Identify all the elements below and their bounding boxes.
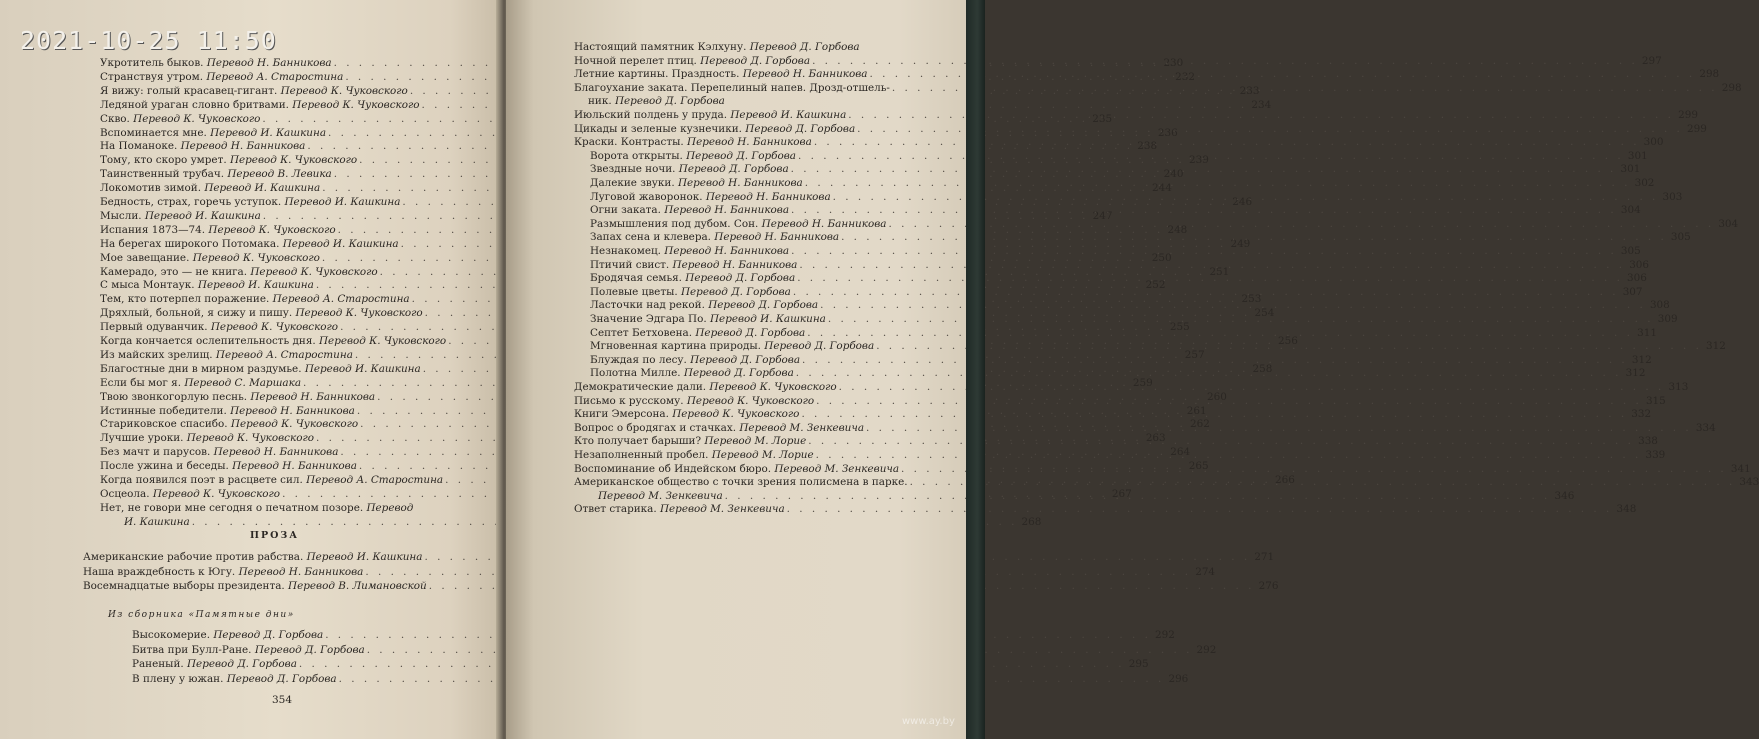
toc-entry-title: Незнакомец. [590, 245, 661, 257]
dot-leader [828, 312, 1654, 326]
toc-entry-translator: И. Кашкина [124, 515, 190, 528]
toc-entry-translator: Перевод Н. Банникова [687, 136, 812, 149]
toc-entry-page: 253 [1241, 293, 1262, 306]
toc-entry-translator: Перевод М. Зенкевича [739, 421, 865, 434]
toc-entry-page: 258 [1252, 362, 1273, 375]
photo-timestamp: 2021-10-25 11:50 [20, 26, 277, 55]
toc-entry-page: 295 [1128, 658, 1149, 670]
toc-entry-title: В плену у южан. [132, 672, 224, 685]
toc-entry-translator: Перевод К. Чуковского [709, 381, 837, 393]
toc-entry-page: 246 [1232, 196, 1253, 208]
toc-entry-translator: Перевод Д. Горбова [764, 340, 875, 353]
toc-entry-title: Краски. Контрасты. [574, 136, 684, 149]
toc-entry-translator: Перевод К. Чуковского [292, 98, 420, 111]
toc-entry-title: Высокомерие. [132, 629, 210, 641]
toc-entry-title: Птичий свист. [590, 258, 670, 271]
toc-entry-translator: Перевод К. Чуковского [686, 394, 815, 407]
toc-entry-title: Восемнадцатые выборы президента. [83, 580, 285, 592]
toc-entry-page: 260 [1206, 390, 1227, 403]
toc-entry-page: 315 [1645, 394, 1666, 407]
toc-entry [124, 515, 1042, 529]
toc-entry-translator: Перевод К. Чуковского [152, 487, 281, 500]
toc-entry-page: 292 [1155, 629, 1175, 641]
toc-entry-page: 268 [1021, 515, 1042, 528]
toc-entry-title: Тому, кто скоро умрет. [100, 154, 227, 167]
dot-leader [820, 298, 1646, 312]
dot-leader [833, 190, 1659, 204]
toc-entry-translator: Перевод Д. Горбова [749, 41, 860, 53]
toc-entry-title: Благоухание заката. Перепелиный напев. Дрозд-отшель- [574, 81, 890, 94]
toc-entry-title: Полевые цветы. [590, 285, 678, 298]
toc-entry-translator: Перевод В. Левика [227, 168, 332, 181]
toc-entry-page: 267 [1111, 487, 1132, 500]
toc-entry-translator: Перевод Д. Горбова [614, 95, 725, 108]
toc-entry-translator: Перевод К. Чуковского [210, 321, 339, 334]
toc-entry-page: 302 [1634, 177, 1655, 189]
toc-entry-translator: Перевод Д. Горбова [685, 272, 796, 285]
toc-entry-translator: Перевод И. Кашкина [730, 109, 847, 121]
toc-entry-title: Нет, не говори мне сегодня о печатном позоре. [100, 501, 364, 514]
toc-entry-page: 292 [1196, 643, 1217, 656]
dot-leader [802, 353, 1628, 367]
toc-entry-page: 341 [1730, 462, 1751, 475]
toc-entry-page: 257 [1184, 348, 1205, 361]
toc-entry-translator: Перевод Д. Горбова [695, 326, 806, 339]
toc-entry-translator: Перевод М. Лорие [704, 435, 807, 448]
toc-entry [83, 550, 1275, 564]
dot-leader [841, 230, 1667, 244]
toc-entry-page: 346 [1554, 489, 1575, 502]
toc-entry-title: Когда кончается ослепительность дня. [100, 335, 316, 347]
toc-entry-title: Запах сена и клевера. [590, 231, 711, 244]
dot-leader [793, 285, 1619, 299]
dot-leader [791, 162, 1617, 176]
toc-entry-title: Цикады и зеленые кузнечики. [574, 122, 742, 135]
dot-leader [888, 217, 1714, 231]
book-cover-edge [966, 0, 985, 739]
toc-entry-title: Истинные победители. [100, 404, 227, 417]
toc-entry-title: Воспоминание об Индейском бюро. [574, 462, 772, 475]
toc-entry-translator: Перевод А. Старостина [272, 293, 410, 306]
toc-entry-title: Летние картины. Праздность. [574, 68, 740, 81]
toc-entry-translator: Перевод Д. Горбова [678, 163, 789, 176]
toc-entry-title: Странствуя утром. [100, 70, 204, 83]
toc-entry-translator: Перевод Д. Горбова [700, 54, 811, 67]
dot-leader [839, 380, 1665, 394]
toc-entry-title: Из майских зрелищ. [100, 348, 213, 361]
toc-entry [574, 40, 944, 54]
toc-entry-page: 338 [1638, 435, 1658, 448]
toc-entry-page: 240 [1163, 168, 1184, 181]
toc-entry-title: Луговой жаворонок. [590, 190, 703, 203]
toc-entry-title: Септет Бетховена. [590, 326, 693, 339]
toc-entry-translator: Перевод Д. Горбова [187, 658, 297, 670]
toc-entry-translator: Перевод Н. Банникова [664, 245, 790, 257]
toc-entry-translator: Перевод М. Лорие [711, 449, 814, 461]
toc-entry-translator: Перевод [366, 501, 414, 514]
toc-entry-translator: Перевод Д. Горбова [686, 149, 796, 162]
toc-entry [132, 657, 1149, 671]
toc-entry-translator: Перевод Н. Банникова [180, 140, 306, 153]
toc-entry-translator: Перевод И. Кашкина [197, 279, 314, 292]
toc-entry-page: 247 [1092, 209, 1113, 222]
toc-entry-translator: Перевод Н. Банникова [250, 390, 376, 403]
toc-entry-translator: Перевод К. Чуковского [295, 307, 423, 320]
toc-entry-title: Тем, кто потерпел поражение. [100, 293, 270, 306]
toc-entry-title: На Поманоке. [100, 140, 178, 153]
toc-entry-translator: Перевод Н. Банникова [761, 217, 887, 230]
toc-entry-page: 250 [1151, 251, 1172, 264]
toc-entry [132, 628, 1175, 642]
dot-leader [787, 502, 1613, 516]
toc-entry-title: Демократические дали. [574, 381, 707, 393]
toc-entry-page: 312 [1706, 340, 1726, 353]
toc-entry-title: С мыса Монтаук. [100, 279, 195, 292]
toc-entry-title: Мысли. [100, 209, 142, 222]
toc-entry-title: Стариковское спасибо. [100, 418, 228, 431]
toc-entry-title: Локомотив зимой. [100, 182, 201, 195]
toc-entry-page: 296 [1168, 672, 1189, 685]
toc-entry-translator: Перевод К. Чуковского [229, 154, 358, 167]
toc-entry-page: 252 [1145, 279, 1166, 292]
section-heading-memorable-days: Из сборника «Памятные дни» [108, 610, 295, 620]
toc-entry-page: 236 [1157, 126, 1178, 139]
toc-entry [132, 643, 1217, 657]
toc-entry-page: 343 [1739, 476, 1759, 489]
toc-entry-translator: Перевод К. Чуковского [280, 84, 408, 97]
dot-leader [797, 271, 1623, 285]
toc-entry-title: Настоящий памятник Кэлхуну. [574, 41, 747, 53]
toc-entry-translator: Перевод М. Зенкевича [659, 503, 785, 516]
toc-entry-page: 297 [1641, 54, 1662, 67]
dot-leader [910, 475, 1736, 489]
toc-entry-translator: Перевод Д. Горбова [745, 122, 856, 135]
toc-entry-title: Наша враждебность к Югу. [83, 565, 236, 578]
toc-entry-translator: Перевод Н. Банникова [238, 565, 364, 578]
toc-entry-translator: Перевод Н. Банникова [705, 190, 831, 203]
toc-entry-translator: Перевод И. Кашкина [144, 209, 261, 222]
toc-entry-translator: Перевод К. Чуковского [192, 251, 320, 264]
toc-entry-page: 304 [1620, 204, 1641, 217]
toc-entry-translator: Перевод И. Кашкина [709, 313, 826, 325]
toc-entry-page: 234 [1251, 98, 1272, 111]
toc-entry-page: 307 [1622, 285, 1643, 298]
dot-leader [812, 54, 1638, 68]
dot-leader [796, 366, 1622, 380]
toc-entry-translator: Перевод К. Чуковского [208, 223, 336, 236]
toc-entry-page: 299 [1678, 109, 1698, 121]
toc-entry-page: 235 [1092, 112, 1113, 125]
toc-entry-title: Камерадо, это — не книга. [100, 265, 248, 278]
toc-entry-page: 263 [1145, 432, 1166, 445]
toc-entry-title: Укротитель быков. [100, 57, 204, 69]
toc-entry-page: 274 [1195, 565, 1216, 578]
toc-entry-page: 301 [1627, 149, 1648, 162]
toc-entry [574, 502, 1637, 516]
toc-entry-translator: Перевод Д. Горбова [226, 672, 337, 685]
toc-entry-page: 305 [1670, 231, 1691, 244]
dot-leader [805, 176, 1631, 190]
dot-leader [901, 462, 1727, 476]
dot-leader [876, 339, 1702, 353]
toc-entry-title: Огни заката. [590, 204, 661, 217]
dot-leader [816, 394, 1642, 408]
toc-entry-translator: Перевод И. Кашкина [210, 126, 327, 139]
toc-entry-translator: Перевод Н. Банникова [230, 404, 355, 417]
toc-entry-title: Ворота открыты. [590, 149, 683, 162]
toc-entry-page: 249 [1230, 237, 1251, 250]
toc-entry-page: 312 [1631, 353, 1652, 366]
toc-entry-page: 266 [1274, 474, 1295, 486]
toc-entry-title: Ледяной ураган словно бритвами. [100, 98, 289, 111]
toc-entry-translator: Перевод К. Чуковского [230, 418, 359, 431]
toc-entry-translator: Перевод К. Чуковского [318, 335, 447, 347]
toc-entry-title: Книги Эмерсона. [574, 408, 669, 421]
toc-entry-title: Мгновенная картина природы. [590, 340, 761, 353]
toc-entry-title: Таинственный трубач. [100, 168, 225, 181]
toc-entry-title: Звездные ночи. [590, 163, 676, 176]
toc-entry-translator: Перевод Н. Банникова [232, 460, 357, 473]
toc-entry-translator: Перевод Д. Горбова [213, 629, 324, 641]
toc-entry-page: 308 [1649, 299, 1670, 312]
toc-entry-translator: Перевод И. Кашкина [306, 551, 423, 563]
toc-entry-page: 239 [1189, 154, 1209, 167]
toc-entry-title: Далекие звуки. [590, 177, 675, 189]
toc-entry-title: Значение Эдгара По. [590, 313, 707, 325]
toc-entry-translator: Перевод Н. Банникова [206, 57, 332, 69]
toc-entry-title: Осцеола. [100, 487, 150, 500]
toc-entry-title: Американское общество с точки зрения полисмена в парке. [574, 476, 908, 489]
dot-leader [791, 203, 1617, 217]
toc-entry-page: 265 [1188, 460, 1209, 473]
toc-entry-page: 244 [1152, 182, 1172, 195]
toc-entry-translator: Перевод А. Старостина [206, 70, 344, 83]
dot-leader [892, 81, 1718, 95]
toc-entry-title: Незаполненный пробел. [574, 449, 709, 461]
toc-entry-page: 313 [1668, 381, 1689, 393]
toc-entry-translator: Перевод Д. Горбова [254, 643, 365, 656]
toc-entry-page: 248 [1167, 223, 1188, 236]
toc-entry-page: 304 [1718, 217, 1739, 230]
toc-entry-page: 251 [1209, 265, 1230, 278]
dot-leader [808, 434, 1634, 448]
toc-entry-translator: Перевод К. Чуковского [672, 408, 800, 421]
toc-entry-translator: Перевод К. Чуковского [186, 432, 314, 445]
toc-entry-page: 299 [1687, 122, 1707, 135]
toc-entry-page: 233 [1239, 84, 1260, 97]
toc-entry-translator: Перевод А. Старостина [306, 474, 444, 486]
toc-entry-page: 276 [1258, 580, 1279, 592]
toc-entry-translator: Перевод И. Кашкина [304, 362, 421, 375]
toc-entry-translator: Перевод И. Кашкина [284, 196, 401, 208]
toc-entry-title: Полотна Милле. [590, 367, 681, 380]
toc-entry-page: 301 [1620, 163, 1641, 176]
toc-entry-page: 259 [1132, 376, 1153, 389]
toc-entry-translator: Перевод Н. Банникова [672, 258, 798, 271]
toc-entry-page: 298 [1699, 68, 1720, 81]
toc-entry [588, 94, 944, 108]
toc-entry-title: Бродячая семья. [590, 272, 682, 285]
toc-entry-translator: Перевод Д. Горбова [683, 367, 794, 380]
toc-entry-title: ник. [588, 95, 612, 108]
toc-entry-page: 298 [1721, 81, 1742, 94]
dot-leader [816, 448, 1642, 462]
toc-entry-title: Когда появился поэт в расцвете сил. [100, 474, 303, 486]
toc-entry-page: 254 [1254, 307, 1275, 320]
dot-leader [801, 407, 1627, 421]
toc-entry [132, 672, 1189, 686]
toc-entry-page: 232 [1175, 70, 1196, 83]
toc-entry-translator: Перевод Д. Горбова [690, 353, 801, 366]
toc-entry-translator: Перевод Н. Банникова [714, 231, 840, 244]
toc-entry-page: 312 [1625, 367, 1646, 380]
toc-entry-page: 311 [1637, 326, 1657, 339]
toc-entry-translator: Перевод М. Зенкевича [598, 489, 723, 502]
toc-entry [83, 579, 1279, 593]
toc-entry-page: 262 [1189, 418, 1210, 431]
toc-entry-translator: Перевод К. Чуковского [133, 112, 261, 125]
toc-entry-page: 264 [1170, 446, 1191, 459]
toc-entry-page: 271 [1254, 551, 1275, 563]
toc-entry-title: Бедность, страх, горечь уступок. [100, 196, 282, 208]
toc-entry-title: Если бы мог я. [100, 376, 182, 389]
toc-entry-title: Я вижу: голый красавец-гигант. [100, 84, 278, 97]
toc-entry-title: Американские рабочие против рабства. [83, 551, 304, 563]
dot-leader [725, 489, 1551, 503]
toc-entry-title: Вспоминается мне. [100, 126, 207, 139]
toc-entry-title: Без мачт и парусов. [100, 446, 211, 459]
toc-entry-title: Кто получает барыши? [574, 435, 702, 448]
section-heading-prose: ПРОЗА [250, 530, 299, 541]
toc-entry-page: 334 [1695, 421, 1716, 434]
dot-leader [814, 135, 1640, 149]
toc-entry-title: Размышления под дубом. Сон. [590, 217, 759, 230]
watermark: www.ay.by [902, 716, 955, 727]
toc-entry-title: Ласточки над рекой. [590, 299, 705, 312]
toc-entry-translator: Перевод В. Лимановской [288, 580, 427, 592]
dot-leader [869, 67, 1695, 81]
toc-entry-page: 256 [1278, 335, 1298, 347]
toc-entry-translator: Перевод А. Старостина [215, 348, 353, 361]
toc-entry-page: 306 [1629, 258, 1650, 271]
toc-entry-title: Блуждая по лесу. [590, 353, 687, 366]
toc-entry-translator: Перевод С. Маршака [184, 376, 302, 389]
toc-entry-translator: Перевод Н. Банникова [742, 68, 868, 81]
toc-entry-page: 348 [1616, 503, 1637, 516]
toc-entry-translator: Перевод Н. Банникова [213, 446, 339, 459]
toc-entry-translator: Перевод Д. Горбова [680, 285, 791, 298]
toc-entry-title: Вопрос о бродягах и стачках. [574, 421, 737, 434]
toc-entry-page: 255 [1169, 321, 1190, 334]
toc-entry-page: 303 [1662, 190, 1683, 203]
toc-entry-page: 305 [1620, 245, 1641, 257]
toc-entry [100, 501, 450, 515]
toc-entry-title: На берегах широкого Потомака. [100, 237, 280, 250]
toc-entry-title: После ужина и беседы. [100, 460, 229, 473]
toc-entry [83, 565, 1216, 579]
toc-entry-page: 238 [1137, 140, 1158, 153]
toc-entry-title: Мое завещание. [100, 251, 190, 264]
toc-entry-title: Лучшие уроки. [100, 432, 184, 445]
dot-leader [807, 326, 1633, 340]
toc-entry-translator: Перевод Н. Банникова [664, 204, 790, 217]
toc-entry-title: Письмо к русскому. [574, 394, 684, 407]
toc-entry-translator: Перевод И. Кашкина [282, 237, 399, 250]
dot-leader [799, 258, 1625, 272]
toc-entry-page: 306 [1627, 272, 1647, 285]
toc-entry-page: 309 [1657, 313, 1678, 325]
dot-leader [791, 244, 1617, 258]
toc-entry-translator: Перевод Д. Горбова [708, 299, 819, 312]
toc-entry-title: Первый одуванчик. [100, 321, 208, 334]
toc-entry-translator: Перевод И. Кашкина [204, 182, 321, 195]
toc-entry-title: Дряхлый, больной, я сижу и пишу. [100, 307, 293, 320]
toc-entry-page: 332 [1631, 408, 1652, 421]
toc-entry-translator: Перевод М. Зенкевича [774, 462, 900, 475]
toc-entry-title: Твою звонкогорлую песнь. [100, 390, 248, 403]
toc-entry-title: Раненый. [132, 658, 184, 670]
toc-entry-page: 230 [1163, 57, 1184, 69]
toc-entry-page: 261 [1186, 404, 1207, 417]
toc-entry-page: 339 [1645, 449, 1666, 461]
toc-entry-page: 300 [1643, 136, 1664, 149]
toc-entry-title: Благостные дни в мирном раздумье. [100, 362, 302, 375]
toc-entry-translator: Перевод К. Чуковского [250, 265, 378, 278]
toc-entry-title: Июльский полдень у пруда. [574, 109, 728, 121]
toc-entry-title: Ответ старика. [574, 503, 657, 516]
dot-leader [798, 149, 1624, 163]
toc-entry-title: Скво. [100, 112, 130, 125]
toc-entry-title: Ночной перелет птиц. [574, 54, 697, 67]
toc-entry-translator: Перевод Н. Банникова [677, 177, 803, 189]
dot-leader [866, 421, 1692, 435]
toc-entry-title: Битва при Булл-Ране. [132, 643, 252, 656]
toc-entry-title: Испания 1873—74. [100, 223, 206, 236]
page-number: 354 [272, 694, 293, 706]
